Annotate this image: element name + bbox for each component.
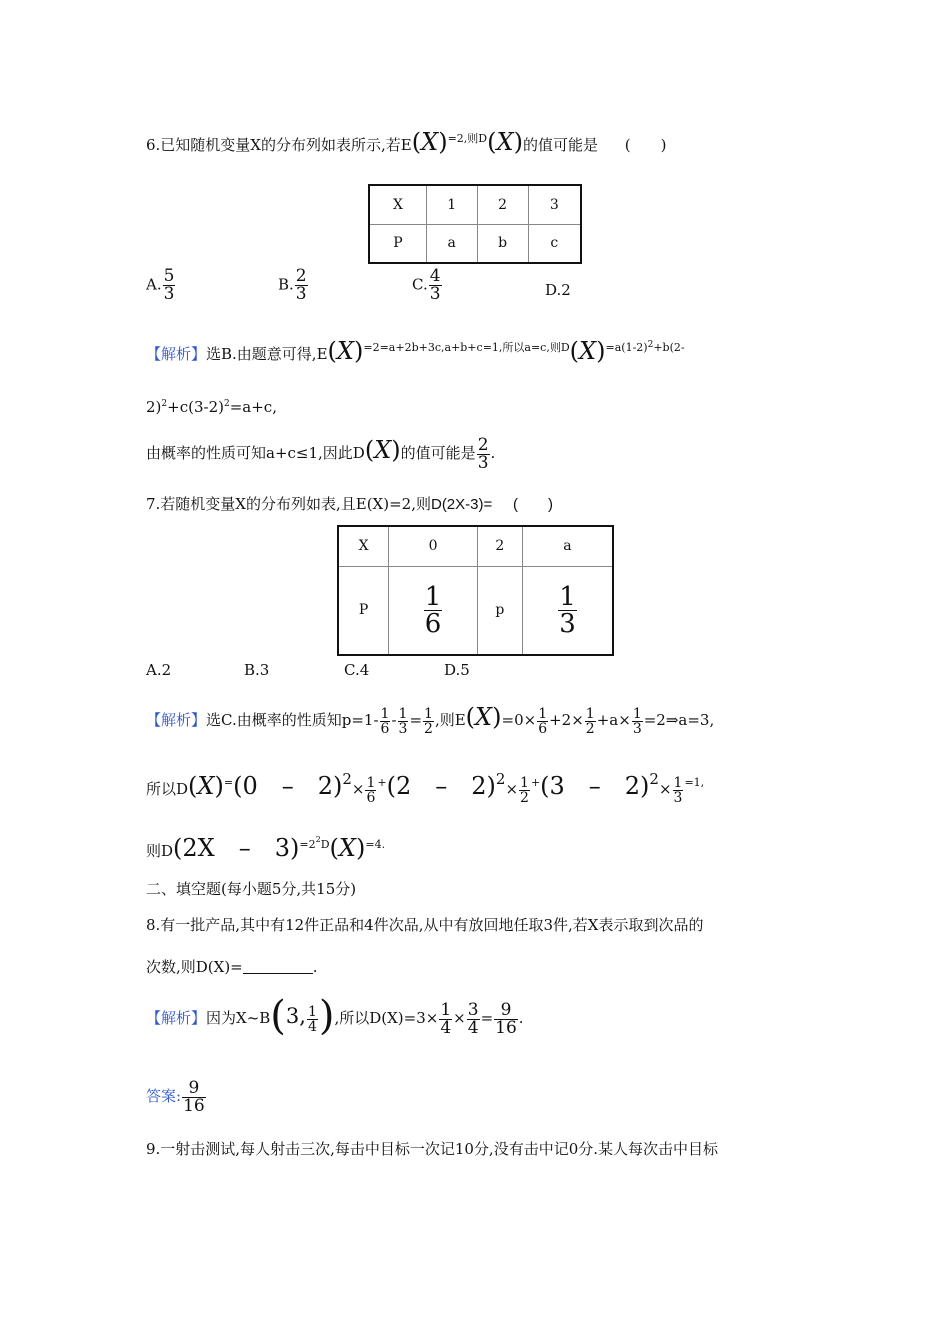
q7-solution-line3: 则D(2X – $3)^{=22D}(X)^{=4.}$: [146, 834, 386, 862]
q7-solution-line2: 所以D(X)=(0 – 2)2× $\frac{1}{6}$ +(2 – 2)2× $\frac{1}{2}$ +(3 – 2)2× $\frac{1}{3}$ $^{=1,}$: [146, 770, 705, 806]
q7-stem: 7.若随机变量X的分布列如表,且E(X)=2,则D(2X-3)= ( ): [146, 495, 554, 513]
q7-option-c: C.4: [344, 661, 370, 679]
q6-option-b: B. $\frac{2}{3}$: [278, 266, 307, 304]
q6-suffix: 的值可能是: [522, 136, 598, 154]
q6-mid: =2,则D: [447, 132, 488, 145]
q6-option-a: A. $\frac{5}{3}$: [146, 266, 175, 304]
solution-tag: 【解析】: [146, 345, 207, 363]
q6-distribution-table: [368, 184, 582, 264]
q8-solution: 【解析】因为X~B(3, $\frac{1}{4}$ ),所以D(X)=3× $\frac{1}{4}$ × $\frac{3}{4}$ = $\frac{9}{16}$ .: [146, 993, 524, 1039]
q8-answer: 答案: $\frac{9}{16}$: [146, 1077, 205, 1116]
q7-option-d: D.5: [444, 661, 470, 679]
q6-solution-line3: 由概率的性质可知a+c≤1,因此D(X)的值可能是 $\frac{2}{3}$ .: [146, 434, 496, 473]
solution-tag: 【解析】: [146, 1009, 207, 1027]
q6-option-d: D.2: [545, 281, 571, 299]
solution-tag: 【解析】: [146, 711, 207, 729]
q6-prefix: 6.已知随机变量X的分布列如表所示,若E: [146, 136, 412, 154]
q7-distribution-table: [337, 525, 614, 656]
q7-option-b: B.3: [244, 661, 270, 679]
q6-solution-line1: 【解析】选B.由题意可得$,E(X)^{=2=a+2b+3c,a+b+c=1,所以a=c,则D}(X)^{=a(1-2)2+b(2-}$: [146, 337, 685, 365]
q9-stem-line1: 9.一射击测试,每人射击三次,每击中目标一次记10分,没有击中记0分.某人每次击中目标: [146, 1140, 719, 1158]
answer-blank: [243, 959, 313, 974]
q6-solution-line2: $2)^2+c(3-2)^2=a+c$,: [146, 398, 277, 416]
table-row: P a b c: [369, 224, 581, 263]
q8-stem-line2: 次数,则D(X)= .: [146, 958, 318, 976]
q6-option-c: C. $\frac{4}{3}$: [412, 266, 441, 304]
q6-stem: 6.已知随机变量X的分布列如表所示,若$E(X)^{=2,则D}(X)$的值可能是 ( ): [146, 128, 667, 156]
table-row: X 1 2 3: [369, 185, 581, 224]
q6-paren: ( ): [624, 136, 667, 154]
q8-stem-line1: 8.有一批产品,其中有12件正品和4件次品,从中有放回地任取3件,若X表示取到次品的: [146, 916, 704, 934]
section-heading: 二、填空题(每小题5分,共15分): [146, 880, 357, 898]
table-row: X 0 2 a: [338, 526, 613, 566]
answer-label: 答案:: [146, 1087, 182, 1105]
q7-solution-line1: 【解析】选C.由概率的性质知p=1- $\frac{1}{6}$ - $\frac{1}{3}$ = $\frac{1}{2}$ ,则E(X)=0× $\frac{1}{6}$ +2× $\frac{1}{2}$ +a× $\frac{1}{3}$ =2⇒a=3,: [146, 703, 715, 737]
q7-option-a: A.2: [146, 661, 172, 679]
table-row: P $\frac{1}{6}$ p $\frac{1}{3}$: [338, 566, 613, 655]
